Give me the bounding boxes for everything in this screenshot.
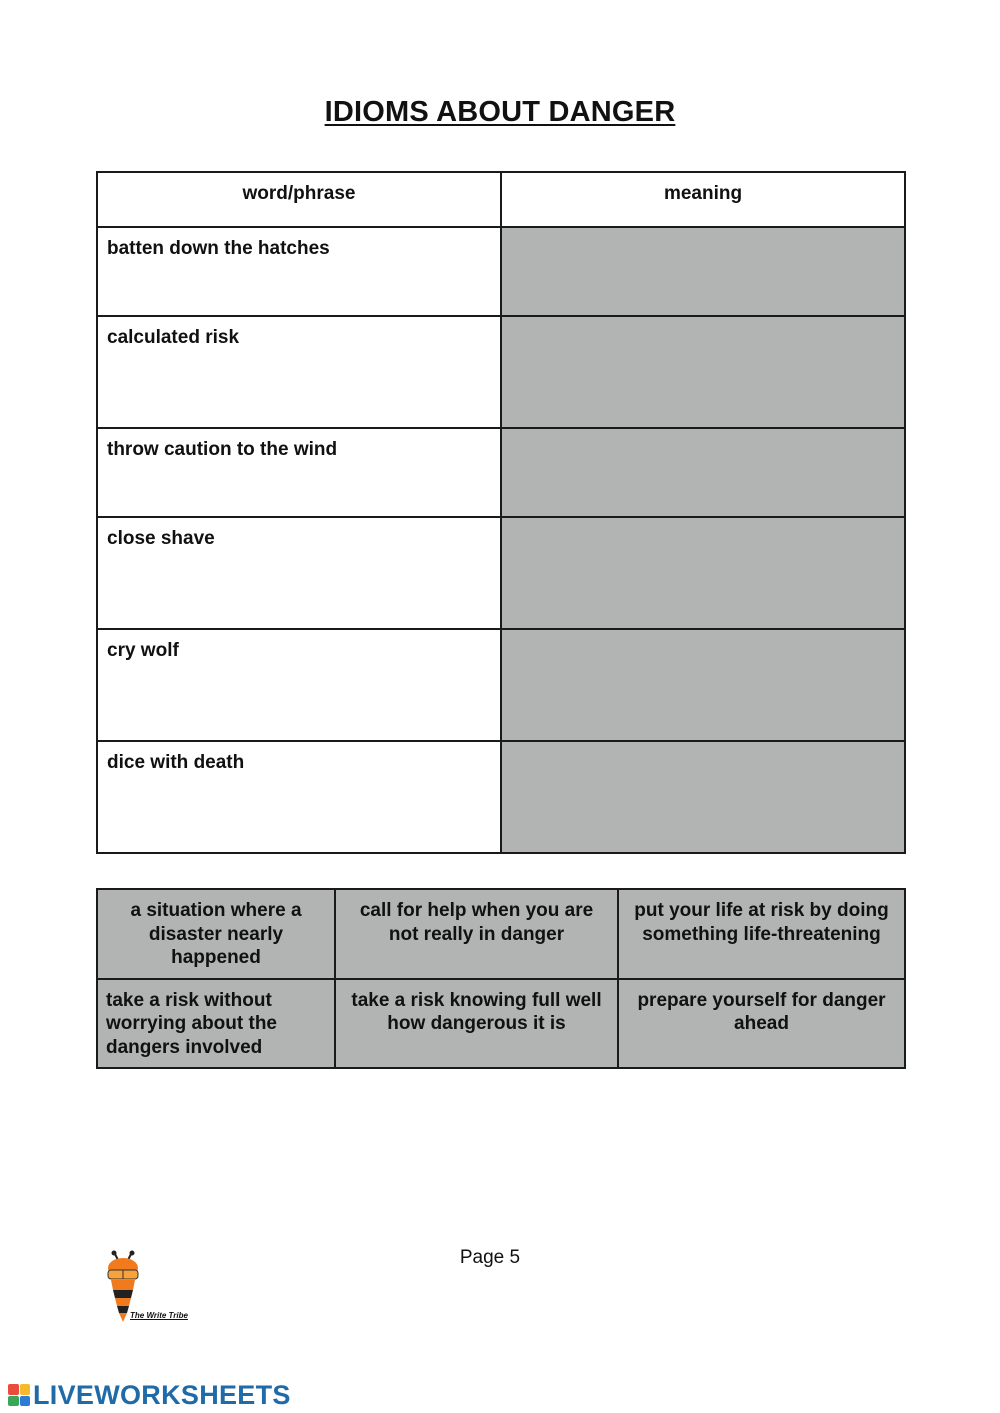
- column-header-meaning: meaning: [501, 172, 905, 227]
- option-card[interactable]: call for help when you are not really in danger: [335, 889, 618, 979]
- options-row: [97, 979, 905, 1069]
- idioms-table: [96, 171, 906, 854]
- liveworksheets-logo-icon: [8, 1384, 30, 1406]
- logo-caption: The Write Tribe: [130, 1311, 188, 1320]
- option-card[interactable]: a situation where a disaster nearly happened: [97, 889, 335, 979]
- meaning-options-bank: [96, 888, 906, 1069]
- options-row: [97, 889, 905, 979]
- meaning-drop-zone[interactable]: [501, 741, 905, 853]
- meaning-drop-zone[interactable]: [501, 227, 905, 316]
- option-card[interactable]: take a risk without worrying about the dangers involved: [97, 979, 335, 1069]
- phrase-cell: dice with death: [97, 741, 501, 853]
- phrase-cell: cry wolf: [97, 629, 501, 741]
- page-title: IDIOMS ABOUT DANGER: [324, 96, 676, 128]
- option-card[interactable]: put your life at risk by doing something life-threatening: [618, 889, 905, 979]
- table-row: [97, 629, 905, 741]
- phrase-cell: throw caution to the wind: [97, 428, 501, 517]
- table-row: [97, 316, 905, 428]
- table-row: [97, 227, 905, 316]
- brand-name: LIVEWORKSHEETS: [33, 1379, 291, 1410]
- column-header-phrase: word/phrase: [97, 172, 501, 227]
- option-card[interactable]: take a risk knowing full well how dangerous it is: [335, 979, 618, 1069]
- phrase-cell: calculated risk: [97, 316, 501, 428]
- meaning-drop-zone[interactable]: [501, 316, 905, 428]
- table-row: [97, 741, 905, 853]
- table-row: [97, 517, 905, 629]
- table-row: [97, 428, 905, 517]
- page-number: Page 5: [459, 1247, 521, 1268]
- option-card[interactable]: prepare yourself for danger ahead: [618, 979, 905, 1069]
- liveworksheets-brand[interactable]: [8, 1380, 291, 1410]
- meaning-drop-zone[interactable]: [501, 428, 905, 517]
- meaning-drop-zone[interactable]: [501, 517, 905, 629]
- meaning-drop-zone[interactable]: [501, 629, 905, 741]
- phrase-cell: batten down the hatches: [97, 227, 501, 316]
- table-header-row: [97, 172, 905, 227]
- phrase-cell: close shave: [97, 517, 501, 629]
